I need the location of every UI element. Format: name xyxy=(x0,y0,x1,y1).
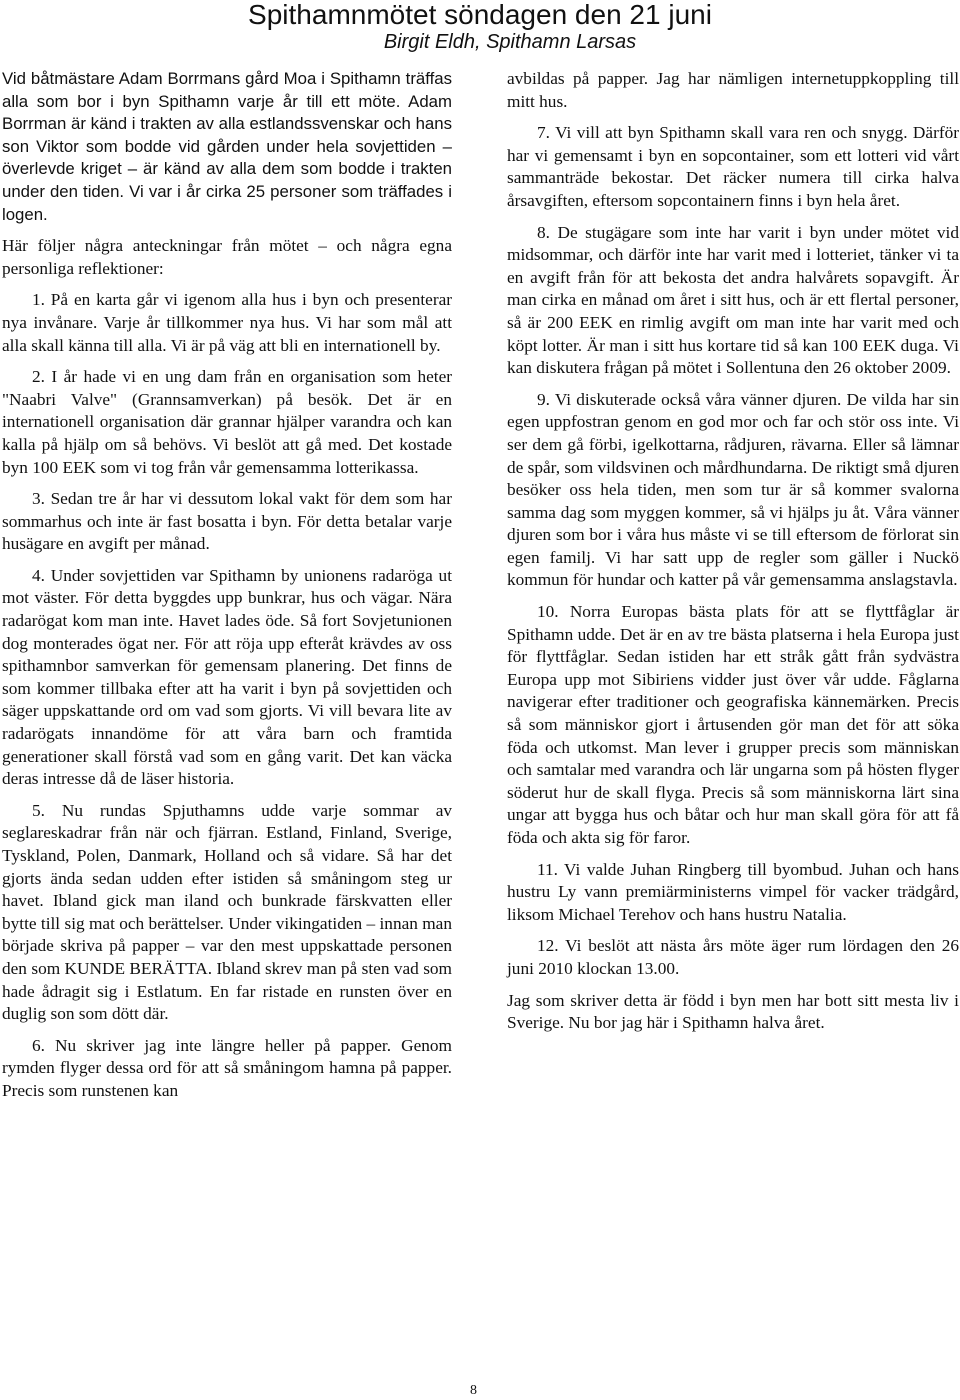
item-4: 4. Under sovjettiden var Spithamn by unionens radaröga ut mot väster. För detta byggdes upp bunkrar, hus och vägar. Nära radarögat kom man inte. Havet lades öde. Så fort Sovjetunionen dog monterades ögat ner. För att röja upp efteråt krävdes av oss spithamnbor samverkan för gemensam planering. Det finns de som kommer tillbaka efter att ha varit i byn på sovjettiden och säger uppskattande ord om vad som gjorts. Vi vill bevara lite av radarögats innandöme för att våra barn och framtida generationer skall förstå vad som en gång varit. Det kan väcka deras intresse då de läser historia. xyxy=(2,565,452,789)
left-column xyxy=(2,68,452,1103)
item-12: 12. Vi beslöt att nästa års möte äger rum lördagen den 26 juni 2010 klockan 13.00. xyxy=(507,936,959,978)
item-6-continued: avbildas på papper. Jag har nämligen internetuppkoppling till mitt hus. xyxy=(507,69,959,111)
item-1: 1. På en karta går vi igenom alla hus i byn och presenterar nya invånare. Varje år tillkommer nya hus. Vi har som mål att alla skall känna till alla. Vi är på väg att bli en internationell by. xyxy=(2,290,452,355)
right-column xyxy=(507,68,959,1035)
item-10: 10. Norra Europas bästa plats för att se flyttfåglar är Spithamn udde. Det är en av tre bästa platserna i hela Europa just för flyttfåglar. Sedan istiden har ett stråk gått från sydvästra Europa upp mot Sibiriens vidder just över vår udde. Fåglarna navigerar efter traditioner och geografiska kännemärken. Precis så som människor gjort i årtusenden gör man det för att söka föda och utkomst. Man lever i grupper precis som människan och samtalar med varandra och lär ungarna som på hösten flyger söderut hur de skall flyga. Precis så som människorna lärt sina ungar att bygga hus och båtar och hur man skall göra för att få föda och akta sig för faror. xyxy=(507,602,959,847)
page-number: 8 xyxy=(470,1383,477,1398)
item-5: 5. Nu rundas Spjuthamns udde varje sommar av seglareskadrar från när och fjärran. Estland, Finland, Sverige, Tyskland, Polen, Danmark, Holland och så vidare. Så har det gjorts ända sedan udden efter istiden så småningom steg ur havet. Ibland gick man iland och bunkrade färskvatten eller bytte till sig mat och berättelser. Under vikingatiden – innan man började skriva på papper – var den mest uppskattade personen den som KUNDE BERÄTTA. Ibland skrev man på sten vad som hade ådragit sig i Estlatum. En far ristade en runsten över en duglig son som dött där. xyxy=(2,800,452,1024)
item-7: 7. Vi vill att byn Spithamn skall vara ren och snygg. Därför har vi gemensamt i byn en sopcontainer, som ett lotteri vid vårt sammanträde bekostar. Det räcker numera till cirka halva årsavgiften, eftersom sopcontainern finns i byn hela året. xyxy=(507,123,959,210)
item-8: 8. De stugägare som inte har varit i byn under mötet vid midsommar, och därför inte har varit med i lotteriet, tänker vi ta en avgift från för att bekosta det andra halvårets sopavgift. Är man cirka en månad om året i sitt hus, och är ett flertal personer, så är 200 EEK en rimlig avgift om man inte har varit med och köpt lotter. Är man i sitt hus kortare tid så kan 100 EEK duga. Vi kan diskutera frågan på mötet i Sollentuna den 26 oktober 2009. xyxy=(507,222,959,378)
article-byline: Birgit Eldh, Spithamn Larsas xyxy=(383,31,637,53)
item-2: 2. I år hade vi en ung dam från en organisation som heter "Naabri Valve" (Grannsamverkan) på besök. Det är en internationell organisation där grannar hjälper varandra och kan kalla på hjälp om så behövs. Vi beslöt att gå med. Det kostade byn 100 EEK som vi tog från vår gemensamma lotterikassa. xyxy=(2,367,452,477)
item-9: 9. Vi diskuterade också våra vänner djuren. De vilda har sin egen uppfostran genom en god mor och far och stör oss inte. Vi ser dem gå förbi, igelkottarna, rådjuren, rävarna. Eller så lämnar de spår, som vildsvinen och mårdhundarna. De riktigt små djuren besöker oss hela tiden, men som tur är så kommer svalorna samma dag som myggen kommer, så vi hjälps ju åt. Våra vänner djuren som bor i våra hus måste vi se till eftersom de förlorat sin egen familj. Vi har satt upp de regler som gäller i Nuckö kommun för hundar och katter på vår gemensamma anslagstavla. xyxy=(507,389,959,590)
intro-paragraph: Vid båtmästare Adam Borrmans gård Moa i Spithamn träffas alla som bor i byn Spithamn varje år till ett möte. Adam Borrman är känd i trakten av alla estlandssvenskar och hans son Viktor som bodde vid gården under hela sovjettiden – överlevde kriget – är känd av alla dem som bodde i trakten under den tiden. Vi var i år cirka 25 personer som träffades i logen. xyxy=(2,69,452,224)
page-header xyxy=(0,0,960,53)
item-6: 6. Nu skriver jag inte längre heller på papper. Genom rymden flyger dessa ord för att så småningom hamna på papper. Precis som runstenen kan xyxy=(2,1035,452,1100)
closing-paragraph: Jag som skriver detta är född i byn men har bott sitt mesta liv i Sverige. Nu bor jag här i Spithamn halva året. xyxy=(507,990,959,1033)
item-11: 11. Vi valde Juhan Ringberg till byombud. Juhan och hans hustru Ly vann premiärministerns vimpel för vacker trädgård, liksom Michael Terehov och hans hustru Natalia. xyxy=(507,859,959,924)
article-title: Spithamnmötet söndagen den 21 juni xyxy=(248,0,712,30)
lead-paragraph: Här följer några anteckningar från mötet – och några egna personliga reflektioner: xyxy=(2,236,452,278)
item-3: 3. Sedan tre år har vi dessutom lokal vakt för dem som har sommarhus och inte är fast bosatta i byn. För detta betalar varje husägare en avgift per månad. xyxy=(2,489,452,554)
